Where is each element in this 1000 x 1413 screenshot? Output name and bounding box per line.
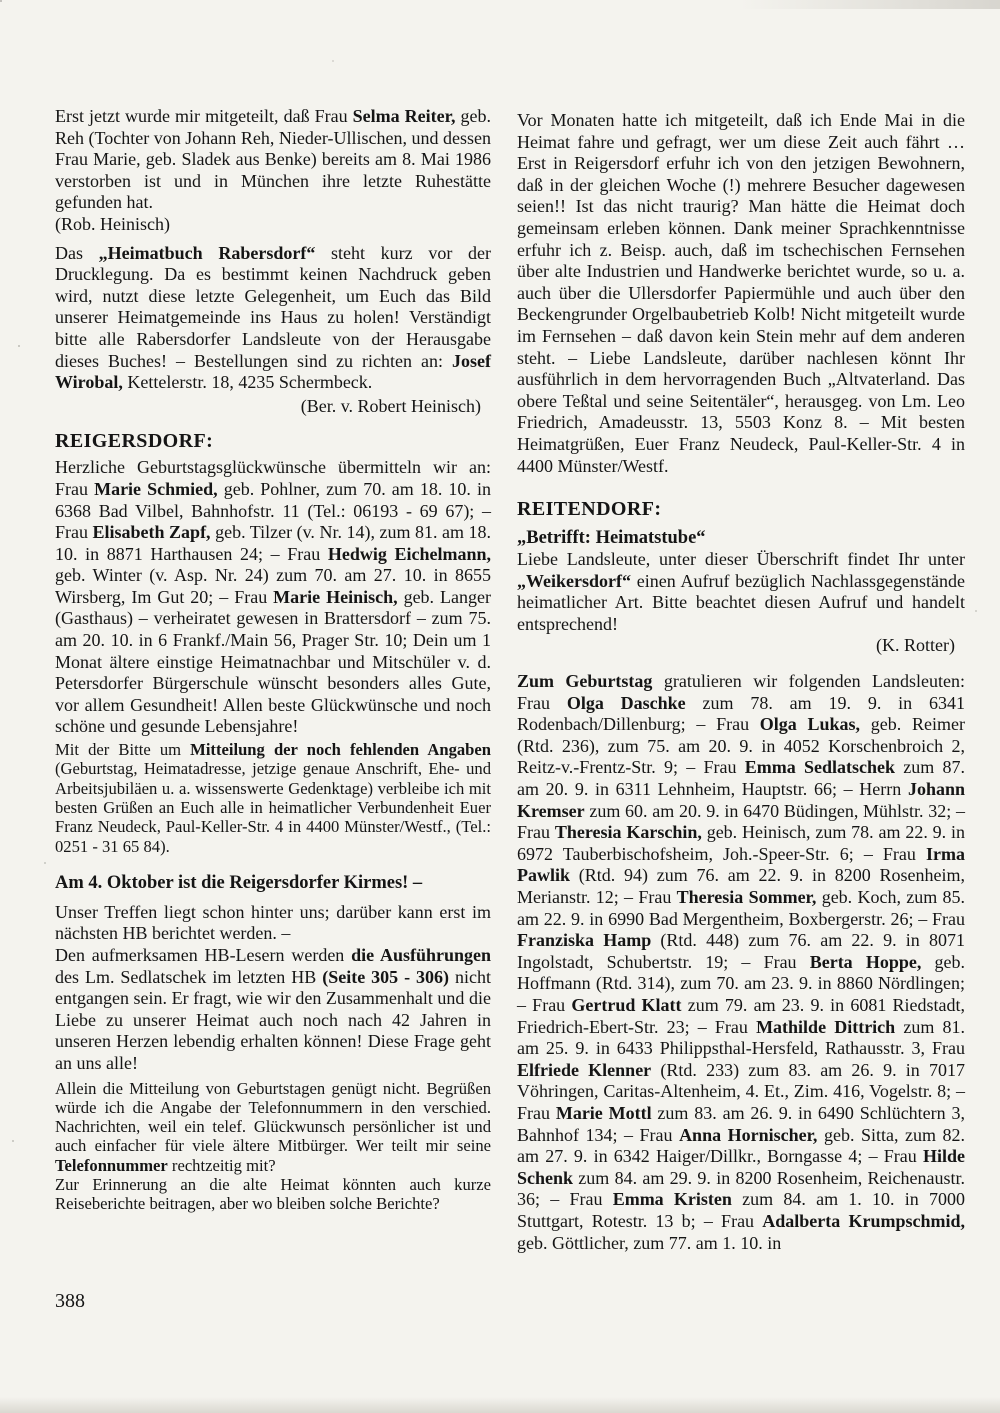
section-heading-reigersdorf: REIGERSDORF: — [55, 430, 214, 453]
travel-report-paragraph: Vor Monaten hatte ich mitgeteilt, daß ich Ende Mai in die Heimat fahre und gefragt, wer um diese Zeit auch fährt … Erst in Reigersdorf erfuhr ich von den jetzigen Bewohnern, daß in der gleichen Woche (!) mehrere Besucher dagewesen seien!! Ist das nicht traurig? Man hätte die Heimat doch gemeinsam erleben können. Dank meiner Sprachkenntnisse erfuhr ich z. Beisp. auch, daß im tschechischen Fernsehen über alte Industrien und Handwerke berichtet wurde, so u. a. auch über die Ullersdorfer Papiermühle und auch über den Beckengrunder Orgelbaubetrieb Kolb! Nicht mitgeteilt wurde im Fernsehen – daß davon kein Stein mehr auf dem anderen steht. – Liebe Landsleute, darüber nachlesen könnt Ihr ausführlich in dem hervorragenden Buch „Altvaterland. Das obere Teßtal und seine Seitentäler“, herausgeg. von Lm. Leo Friedrich, Amadeusstr. 13, 5503 Konz 8. – Mit besten Heimatgrüßen, Euer Franz Neudeck, Paul-Keller-Str. 4 in 4400 Münster/Westf. — [517, 110, 965, 476]
telefonnummer-note: Allein die Mitteilung von Geburtstagen genügt nicht. Begrüßen würde ich die Angabe der Telefonnummern in den verschied. Nachrichten, weil ein telef. Glückwunsch persönlicher ist und auch einfacher für viele ältere Mitbürger. Wer teilt mir seine Telefonnummer rechtzeitig mit? — [55, 1078, 491, 1175]
missing-data-request-note: Mit der Bitte um Mitteilung der noch fehlenden Angaben (Geburtstag, Heimatadresse, jetzige genaue Anschrift, Ehe- und Arbeitsjubiläen u. a. wissenswerte Gedenktage) verbleibe ich mit besten Grüßen an Euch alle in heimatlicher Verbundenheit Euer Franz Neudeck, Paul-Keller-Str. 4 in 4400 Münster/Westf., (Tel.: 0251 - 31 65 84). — [55, 740, 491, 856]
reigersdorf-birthdays-paragraph: Herzliche Geburtstagsglückwünsche übermitteln wir an: Frau Marie Schmied, geb. Pohlner, zum 70. am 18. 10. in 6368 Bad Vilbel, Bahnhofstr. 11 (Tel.: 06193 - 69 67); – Frau Elisabeth Zapf, geb. Tilzer (v. Nr. 14), zum 81. am 18. 10. in 8871 Harthausen 24; – Frau Hedwig Eichelmann, geb. Winter (v. Asp. Nr. 24) zum 70. am 27. 10. in 8655 Wirsberg, Im Gut 20; – Frau Marie Heinisch, geb. Langer (Gasthaus) – verheiratet gewesen in Brattersdorf – zum 75. am 20. 10. in 6 Frankf./Main 56, Prager Str. 10; Dein um 1 Monat ältere einstige Heimatnachbar und Mitschüler v. d. Petersdorfer Bürgerschule wünscht besonders alles Gute, vor allem Gesundheit! Allen beste Glückwünsche und noch schöne und gesunde Lebensjahre! — [55, 457, 491, 737]
kirmes-heading: Am 4. Oktober ist die Reigersdorfer Kirmes! – — [55, 872, 423, 893]
scan-speck-artifacts — [0, 0, 2, 2]
page-number: 388 — [55, 1290, 85, 1312]
heimatbuch-paragraph: Das „Heimatbuch Rabersdorf“ steht kurz vor der Drucklegung. Da es bestimmt keinen Nachdruck geben wird, nutzt diese letzte Gelegenheit, um Euch das Bild unserer Heimatgemeinde ins Haus zu holen! Verständigt bitte alle Rabersdorfer Landsleute von der Herausgabe dieses Buches! – Bestellungen sind zu richten an: Josef Wirobal, Kettelerstr. 18, 4235 Schermbeck. — [55, 242, 491, 393]
treffen-paragraph: Unser Treffen liegt schon hinter uns; darüber kann erst im nächsten HB berichtet werden. – — [55, 901, 491, 944]
ausfuehrungen-paragraph: Den aufmerksamen HB-Lesern werden die Ausführungen des Lm. Sedlatschek im letzten HB (Seite 305 - 306) nicht entgangen sein. Er fragt, wie wir den Zusammenhalt und die Liebe zu unserer Heimat auch noch nach 42 Jahren in unseren Herzen lebendig erhalten können! Diese Frage geht an uns alle! — [55, 945, 491, 1073]
two-column-text-area — [55, 106, 965, 1254]
heimatbuch-byline: (Ber. v. Robert Heinisch) — [300, 395, 481, 416]
obituary-paragraph: Erst jetzt wurde mir mitgeteilt, daß Frau Selma Reiter, geb. Reh (Tochter von Johann Reh, Nieder-Ullischen, und dessen Frau Marie, geb. Sladek aus Benke) bereits am 8. Mai 1986 verstorben ist und in München ihre letzte Ruhestätte gefunden hat. — [55, 106, 491, 213]
right-column — [517, 106, 965, 1254]
heimatstube-subheading: „Betrifft: Heimatstube“ — [517, 528, 706, 549]
obituary-attribution: (Rob. Heinisch) — [55, 213, 170, 234]
reitendorf-birthdays-paragraph: Zum Geburtstag gratulieren wir folgenden Landsleuten: Frau Olga Daschke zum 78. am 19. 9. in 6341 Rodenbach/Dillenburg; – Frau Olga Lukas, geb. Reimer (Rtd. 236), zum 75. am 20. 9. in 4052 Korschenbroich 2, Reitz-v.-Frentz-Str. 9; – Frau Emma Sedlatschek zum 87. am 20. 9. in 6311 Lehnheim, Hauptstr. 66; – Herrn Johann Kremser zum 60. am 20. 9. in 6470 Büdingen, Mühlstr. 32; – Frau Theresia Karschin, geb. Heinisch, zum 78. am 22. 9. in 6972 Tauberbischofsheim, Joh.-Speer-Str. 6; – Frau Irma Pawlik (Rtd. 94) zum 76. am 22. 9. in 8200 Rosenheim, Merianstr. 12; – Frau Theresia Sommer, geb. Koch, zum 85. am 22. 9. in 6990 Bad Mergentheim, Boxbergerstr. 26; – Frau Franziska Hamp (Rtd. 448) zum 76. am 22. 9. in 8071 Ingolstadt, Schubertstr. 19; – Frau Berta Hoppe, geb. Hoffmann (Rtd. 314), zum 70. am 23. 9. in 8860 Nördlingen; – Frau Gertrud Klatt zum 79. am 23. 9. in 6081 Riedstadt, Friedrich-Ebert-Str. 23; – Frau Mathilde Dittrich zum 81. am 25. 9. in 6433 Philippsthal-Hersfeld, Rathausstr. 3, Frau Elfriede Klenner (Rtd. 233) zum 83. am 26. 9. in 7017 Vöhringen, Caritas-Altenheim, 4. Et., Zim. 416, Vogelstr. 8; – Frau Marie Mottl zum 83. am 26. 9. in 6490 Schlüchtern 3, Bahnhof 134; – Frau Anna Hornischer, geb. Sitta, zum 82. am 27. 9. in 6342 Haiger/Dillkr., Borngasse 4; – Frau Hilde Schenk zum 84. am 29. 9. in 8200 Rosenheim, Reichenaustr. 36; – Frau Emma Kristen zum 84. am 1. 10. in 7000 Stuttgart, Rotestr. 13 b; – Frau Adalberta Krumpschmid, geb. Göttlicher, zum 77. am 1. 10. in — [517, 671, 966, 1253]
section-heading-reitendorf: REITENDORF: — [517, 498, 662, 521]
heimatstube-byline: (K. Rotter) — [876, 635, 955, 656]
left-column — [55, 106, 491, 1254]
scan-edge-shade-top — [740, 0, 1000, 9]
scan-edge-shade-bottom — [0, 1397, 1000, 1413]
reiseberichte-note: Zur Erinnerung an die alte Heimat könnten auch kurze Reiseberichte beitragen, aber wo bleiben solche Berichte? — [55, 1175, 491, 1214]
heimatstube-paragraph: Liebe Landsleute, unter dieser Überschrift findet Ihr unter „Weikersdorf“ einen Aufruf bezüglich Nachlassgegenstände heimatlicher Art. Bitte beachtet diesen Aufruf und handelt entsprechend! — [517, 549, 965, 634]
